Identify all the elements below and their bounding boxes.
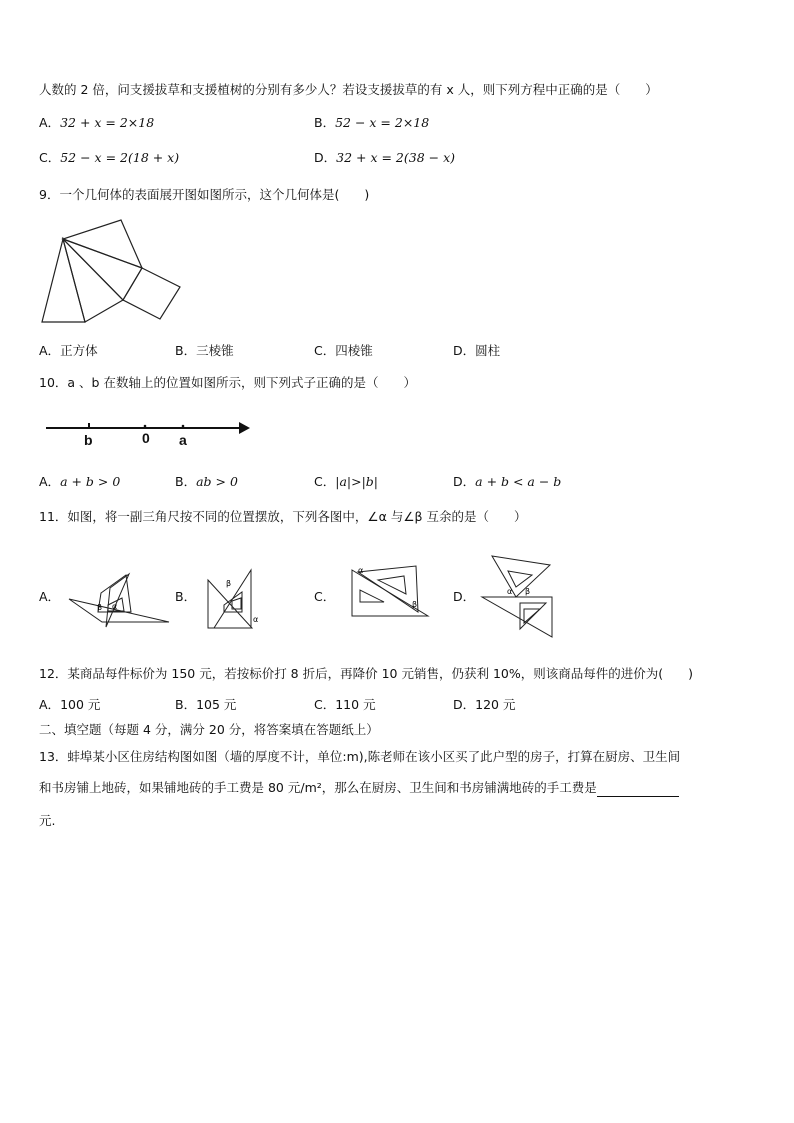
q11-label-b: B． <box>175 589 197 604</box>
q10-stem: 10．a 、b 在数轴上的位置如图所示，则下列式子正确的是（ ） <box>39 375 416 390</box>
option-text: 三棱锥 <box>196 343 234 358</box>
q9-option-d <box>453 342 500 360</box>
beta-label: β <box>97 603 103 612</box>
q12-option-d <box>453 696 515 714</box>
q9-stem: 9．一个几何体的表面展开图如图所示，这个几何体是( ) <box>39 187 370 202</box>
section-title: 二、填空题（每题 4 分，满分 20 分，将答案填在答题纸上） <box>39 722 379 737</box>
option-label: D． <box>453 343 476 358</box>
beta-label: β <box>412 600 418 609</box>
q12-option-a <box>39 696 100 714</box>
q10-option-d <box>453 473 561 491</box>
axis-label-b: b <box>84 432 93 448</box>
q13-line-3: 元. <box>39 813 56 828</box>
option-text: a + b < a − b <box>475 474 562 489</box>
option-label: A． <box>39 115 61 130</box>
q10-option-a <box>39 473 120 491</box>
tick-a <box>182 425 185 428</box>
q10-number-line <box>44 416 254 452</box>
option-label: C． <box>314 343 336 358</box>
q9-net-figure <box>38 218 188 328</box>
option-text: 110 元 <box>335 697 376 712</box>
q12-stem: 12．某商品每件标价为 150 元，若按标价打 8 折后，再降价 10 元销售，仍获利 10%，则该商品每件的进价为( ) <box>39 666 693 681</box>
option-text: 52 − x = 2×18 <box>335 115 430 130</box>
q9-option-c <box>314 342 373 360</box>
axis-label-a: a <box>179 432 187 448</box>
q11-figure-b <box>204 568 264 632</box>
option-label: A． <box>39 697 61 712</box>
option-text: 四棱锥 <box>335 343 373 358</box>
answer-blank[interactable] <box>597 782 679 797</box>
net-face-1 <box>42 239 85 322</box>
option-label: A． <box>39 343 61 358</box>
option-text: 52 − x = 2(18 + x) <box>60 150 180 165</box>
axis-label-zero: 0 <box>142 430 150 446</box>
option-label: D． <box>453 474 476 489</box>
option-text: 32 + x = 2(38 − x) <box>336 150 456 165</box>
option-label: B． <box>175 343 197 358</box>
option-text: 100 元 <box>60 697 101 712</box>
q11-stem: 11．如图，将一副三角尺按不同的位置摆放，下列各图中，∠α 与∠β 互余的是（ ） <box>39 509 527 524</box>
q12-option-b <box>175 696 236 714</box>
q11-figure-c <box>348 562 433 622</box>
alpha-label: α <box>507 587 513 596</box>
option-text: a + b > 0 <box>60 474 121 489</box>
net-face-3 <box>63 239 142 300</box>
axis-arrow-icon <box>239 422 250 434</box>
option-label: A． <box>39 474 61 489</box>
option-text: 正方体 <box>60 343 98 358</box>
q9-option-b <box>175 342 234 360</box>
option-text: 120 元 <box>475 697 516 712</box>
q10-option-b <box>175 473 238 491</box>
net-face-square <box>123 268 180 319</box>
q11-figure-a <box>66 572 172 632</box>
option-text: 32 + x = 2×18 <box>60 115 155 130</box>
tick-zero <box>144 425 147 428</box>
q8-option-a <box>39 114 154 132</box>
option-text: 圆柱 <box>475 343 501 358</box>
net-face-4 <box>63 220 142 268</box>
q10-option-c <box>314 473 378 491</box>
beta-label: β <box>226 579 232 588</box>
option-label: B． <box>175 474 197 489</box>
q13-line-2-text: 和书房铺上地砖，如果铺地砖的手工费是 80 元/m²，那么在厨房、卫生间和书房铺满地砖的手工费是 <box>39 780 597 795</box>
q11-label-a: A． <box>39 589 61 604</box>
q11-label-d: D． <box>453 589 476 604</box>
option-label: D． <box>314 150 337 165</box>
net-face-2 <box>63 239 123 322</box>
q8-stem: 人数的 2 倍，问支援拔草和支援植树的分别有多少人？若设支援拔草的有 x 人，则下列方程中正确的是（ ） <box>39 82 658 97</box>
q11-figure-d <box>480 551 556 641</box>
q8-option-d <box>314 149 455 167</box>
q12-option-c <box>314 696 376 714</box>
option-label: C． <box>314 697 336 712</box>
option-text: |a|>|b| <box>335 474 379 489</box>
q9-option-a <box>39 342 98 360</box>
alpha-label: α <box>112 602 118 611</box>
option-label: C． <box>39 150 61 165</box>
option-label: B． <box>314 115 336 130</box>
option-text: ab > 0 <box>196 474 238 489</box>
option-text: 105 元 <box>196 697 237 712</box>
alpha-label: α <box>358 566 364 575</box>
q8-option-b <box>314 114 429 132</box>
q8-option-c <box>39 149 179 167</box>
q13-line-1: 13．蚌埠某小区住房结构图如图（墙的厚度不计，单位:m),陈老师在该小区买了此户型的房子，打算在厨房、卫生间 <box>39 749 681 764</box>
option-label: C． <box>314 474 336 489</box>
q13-line-2 <box>39 779 679 797</box>
option-label: B． <box>175 697 197 712</box>
alpha-label: α <box>253 615 259 624</box>
beta-label: β <box>525 587 531 596</box>
q11-label-c: C． <box>314 589 336 604</box>
option-label: D． <box>453 697 476 712</box>
